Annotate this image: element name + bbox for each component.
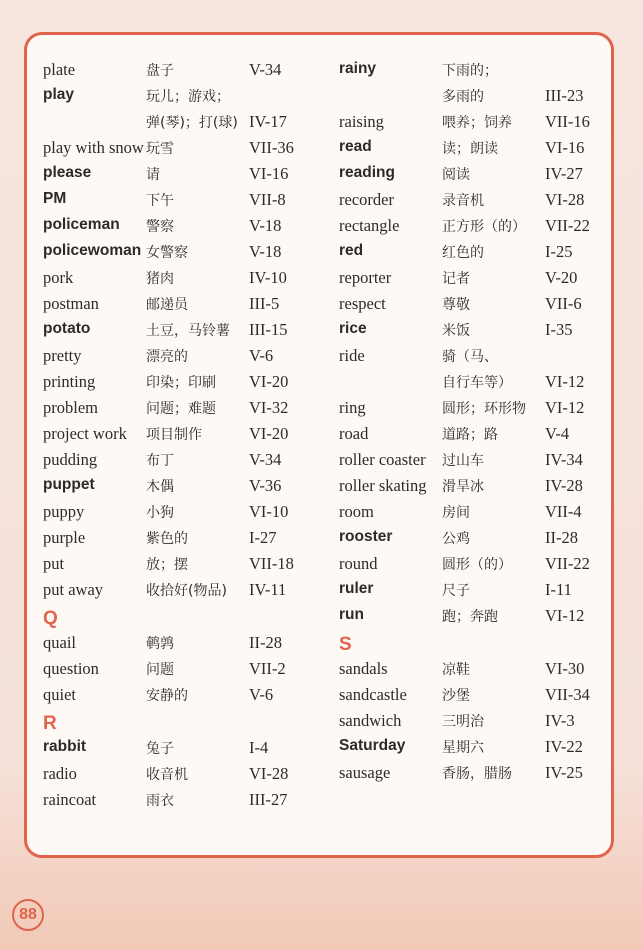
entry-word: please bbox=[43, 164, 92, 181]
entry-reference: V-18 bbox=[249, 216, 282, 235]
glossary-entry bbox=[339, 528, 629, 554]
glossary-entry bbox=[339, 659, 629, 685]
entry-meaning: 警察 bbox=[146, 219, 174, 235]
entry-reference: VII-18 bbox=[249, 554, 294, 573]
glossary-entry bbox=[43, 528, 333, 554]
entry-meaning: 米饭 bbox=[442, 323, 470, 339]
entry-word: read bbox=[339, 138, 372, 155]
entry-reference: VII-4 bbox=[545, 502, 582, 521]
entry-word: reading bbox=[339, 164, 395, 181]
entry-meaning: 滑旱冰 bbox=[442, 479, 484, 495]
entry-reference: I-27 bbox=[249, 528, 277, 547]
entry-word: recorder bbox=[339, 190, 394, 209]
entry-word: project work bbox=[43, 424, 127, 443]
glossary-entry bbox=[339, 554, 629, 580]
entry-word: problem bbox=[43, 398, 98, 417]
entry-meaning: 木偶 bbox=[146, 479, 174, 495]
glossary-entry bbox=[43, 60, 333, 86]
entry-meaning: 香肠，腊肠 bbox=[442, 766, 512, 782]
entry-meaning: 收拾好(物品) bbox=[146, 583, 227, 599]
entry-reference: VI-12 bbox=[545, 398, 585, 417]
entry-reference: II-28 bbox=[249, 633, 282, 652]
entry-meaning: 记者 bbox=[442, 271, 470, 287]
entry-reference: IV-3 bbox=[545, 711, 575, 730]
glossary-entry bbox=[43, 268, 333, 294]
section-letter: Q bbox=[43, 608, 58, 629]
entry-meaning: 公鸡 bbox=[442, 531, 470, 547]
entry-reference: V-36 bbox=[249, 476, 282, 495]
entry-word: postman bbox=[43, 294, 99, 313]
entry-reference: V-18 bbox=[249, 242, 282, 261]
entry-reference: IV-28 bbox=[545, 476, 583, 495]
glossary-entry bbox=[339, 424, 629, 450]
entry-word: ruler bbox=[339, 580, 374, 597]
entry-word: puppet bbox=[43, 476, 95, 493]
entry-reference: VI-32 bbox=[249, 398, 289, 417]
entry-meaning: 玩雪 bbox=[146, 141, 174, 157]
entry-reference: VII-16 bbox=[545, 112, 590, 131]
entry-word: plate bbox=[43, 60, 76, 79]
entry-word: quail bbox=[43, 633, 76, 652]
entry-meaning: 圆形（的） bbox=[442, 557, 512, 573]
entry-reference: I-4 bbox=[249, 738, 269, 757]
entry-meaning: 过山车 bbox=[442, 453, 484, 469]
entry-reference: V-34 bbox=[249, 450, 282, 469]
entry-word: roller skating bbox=[339, 476, 427, 495]
section-letter: S bbox=[339, 634, 352, 655]
page-number: 88 bbox=[12, 899, 44, 931]
glossary-entry bbox=[339, 138, 629, 164]
entry-meaning: 放；摆 bbox=[146, 557, 188, 573]
glossary-entry bbox=[339, 737, 629, 763]
glossary-entry bbox=[43, 138, 333, 164]
glossary-entry bbox=[339, 502, 629, 528]
entry-reference: IV-34 bbox=[545, 450, 583, 469]
entry-meaning: 雨衣 bbox=[146, 793, 174, 809]
section-letter: R bbox=[43, 713, 57, 734]
glossary-entry bbox=[339, 763, 629, 789]
entry-reference: VII-22 bbox=[545, 216, 590, 235]
entry-word: sandals bbox=[339, 659, 388, 678]
glossary-entry bbox=[43, 476, 333, 502]
glossary-entry bbox=[43, 738, 333, 764]
entry-reference: VII-6 bbox=[545, 294, 582, 313]
entry-reference: VI-16 bbox=[249, 164, 289, 183]
entry-meaning: 跑；奔跑 bbox=[442, 609, 498, 625]
entry-word: PM bbox=[43, 190, 67, 207]
entry-meaning: 问题；难题 bbox=[146, 401, 216, 417]
entry-word: rectangle bbox=[339, 216, 400, 235]
glossary-entry bbox=[339, 450, 629, 476]
entry-word: rooster bbox=[339, 528, 393, 545]
entry-meaning: 紫色的 bbox=[146, 531, 188, 547]
entry-reference: V-4 bbox=[545, 424, 570, 443]
entry-meaning: 猪肉 bbox=[146, 271, 174, 287]
entry-word: run bbox=[339, 606, 364, 623]
entry-meaning: 圆形；环形物 bbox=[442, 401, 526, 417]
entry-reference: IV-11 bbox=[249, 580, 287, 599]
entry-meaning: 星期六 bbox=[442, 740, 484, 756]
entry-word: Saturday bbox=[339, 737, 406, 754]
entry-word: potato bbox=[43, 320, 91, 337]
entry-word: purple bbox=[43, 528, 86, 547]
glossary-entry bbox=[43, 580, 333, 606]
entry-meaning: 玩儿；游戏； bbox=[146, 89, 230, 105]
entry-word: printing bbox=[43, 372, 96, 391]
entry-reference: III-15 bbox=[249, 320, 288, 339]
glossary-entry bbox=[339, 398, 629, 424]
glossary-entry bbox=[43, 450, 333, 476]
entry-meaning: 漂亮的 bbox=[146, 349, 188, 365]
entry-reference: VI-28 bbox=[249, 764, 289, 783]
entry-reference: VI-30 bbox=[545, 659, 585, 678]
glossary-entry bbox=[43, 554, 333, 580]
entry-meaning: 沙堡 bbox=[442, 688, 470, 704]
glossary-entry bbox=[339, 346, 629, 391]
entry-meaning: 请 bbox=[146, 167, 160, 183]
entry-word: radio bbox=[43, 764, 77, 783]
entry-reference: V-20 bbox=[545, 268, 578, 287]
entry-word: quiet bbox=[43, 685, 76, 704]
entry-reference: V-34 bbox=[249, 60, 282, 79]
entry-word: rainy bbox=[339, 60, 377, 77]
entry-meaning: 问题 bbox=[146, 662, 174, 678]
entry-word: roller coaster bbox=[339, 450, 426, 469]
entry-meaning: 道路；路 bbox=[442, 427, 498, 443]
entry-reference: II-28 bbox=[545, 528, 578, 547]
glossary-entry bbox=[43, 685, 333, 711]
entry-meaning: 鹌鹑 bbox=[146, 636, 174, 652]
entry-reference: IV-22 bbox=[545, 737, 583, 756]
entry-word: question bbox=[43, 659, 99, 678]
entry-word: red bbox=[339, 242, 364, 259]
entry-word: pretty bbox=[43, 346, 82, 365]
glossary-entry bbox=[339, 242, 629, 268]
glossary-entry bbox=[43, 764, 333, 790]
entry-word: put away bbox=[43, 580, 104, 599]
glossary-frame bbox=[24, 32, 614, 858]
entry-reference: III-23 bbox=[545, 86, 584, 105]
entry-meaning: 录音机 bbox=[442, 193, 484, 209]
entry-meaning-cont: 自行车等） bbox=[442, 375, 512, 391]
entry-meaning: 项目制作 bbox=[146, 427, 202, 443]
entry-reference: I-35 bbox=[545, 320, 573, 339]
entry-meaning: 土豆，马铃薯 bbox=[146, 323, 230, 339]
glossary-entry bbox=[339, 685, 629, 711]
entry-reference: VI-16 bbox=[545, 138, 585, 157]
glossary-entry bbox=[43, 242, 333, 268]
entry-reference: III-27 bbox=[249, 790, 288, 809]
entry-word: pudding bbox=[43, 450, 98, 469]
entry-meaning: 喂养；饲养 bbox=[442, 115, 512, 131]
glossary-entry bbox=[339, 112, 629, 138]
glossary-entry bbox=[43, 424, 333, 450]
entry-reference: VI-12 bbox=[545, 372, 585, 391]
entry-reference: IV-25 bbox=[545, 763, 583, 782]
entry-reference: VI-20 bbox=[249, 372, 289, 391]
entry-word: pork bbox=[43, 268, 74, 287]
entry-word: sandwich bbox=[339, 711, 402, 730]
glossary-entry bbox=[339, 580, 629, 606]
entry-word: play bbox=[43, 86, 75, 103]
glossary-entry bbox=[43, 190, 333, 216]
glossary-entry bbox=[339, 294, 629, 320]
entry-word: round bbox=[339, 554, 378, 573]
glossary-entry bbox=[339, 190, 629, 216]
entry-meaning: 凉鞋 bbox=[442, 662, 470, 678]
entry-word: ring bbox=[339, 398, 366, 417]
entry-reference: VII-8 bbox=[249, 190, 286, 209]
entry-reference: III-5 bbox=[249, 294, 280, 313]
entry-word: puppy bbox=[43, 502, 85, 521]
entry-meaning: 兔子 bbox=[146, 741, 174, 757]
glossary-entry bbox=[43, 346, 333, 372]
entry-meaning: 阅读 bbox=[442, 167, 470, 183]
entry-meaning: 读；朗读 bbox=[442, 141, 498, 157]
glossary-entry bbox=[43, 86, 333, 131]
glossary-entry bbox=[43, 502, 333, 528]
entry-meaning: 布丁 bbox=[146, 453, 174, 469]
entry-reference: VII-36 bbox=[249, 138, 294, 157]
glossary-entry bbox=[339, 606, 629, 632]
glossary-entry bbox=[339, 268, 629, 294]
entry-word: room bbox=[339, 502, 374, 521]
entry-word: play with snow bbox=[43, 138, 144, 157]
entry-meaning: 盘子 bbox=[146, 63, 174, 79]
entry-word: policewoman bbox=[43, 242, 142, 259]
entry-meaning-cont: 多雨的 bbox=[442, 89, 484, 105]
entry-meaning-cont: 弹(琴)；打(球) bbox=[146, 115, 238, 131]
entry-word: ride bbox=[339, 346, 365, 365]
entry-word: raincoat bbox=[43, 790, 97, 809]
entry-reference: IV-17 bbox=[249, 112, 287, 131]
entry-reference: VII-2 bbox=[249, 659, 286, 678]
entry-reference: I-25 bbox=[545, 242, 573, 261]
glossary-entry bbox=[43, 294, 333, 320]
entry-meaning: 尊敬 bbox=[442, 297, 470, 313]
entry-meaning: 女警察 bbox=[146, 245, 188, 261]
glossary-entry bbox=[43, 372, 333, 398]
entry-reference: V-6 bbox=[249, 685, 274, 704]
entry-word: rabbit bbox=[43, 738, 87, 755]
entry-meaning: 正方形（的） bbox=[442, 219, 526, 235]
glossary-entry bbox=[339, 476, 629, 502]
entry-word: sandcastle bbox=[339, 685, 407, 704]
entry-meaning: 三明治 bbox=[442, 714, 484, 730]
entry-reference: VII-22 bbox=[545, 554, 590, 573]
glossary-entry bbox=[43, 216, 333, 242]
glossary-entry bbox=[43, 790, 333, 816]
glossary-entry bbox=[43, 164, 333, 190]
glossary-entry bbox=[43, 633, 333, 659]
entry-word: road bbox=[339, 424, 369, 443]
entry-meaning: 下雨的； bbox=[442, 63, 498, 79]
entry-meaning: 收音机 bbox=[146, 767, 188, 783]
entry-reference: VII-34 bbox=[545, 685, 590, 704]
entry-word: policeman bbox=[43, 216, 120, 233]
glossary-entry bbox=[339, 164, 629, 190]
glossary-entry bbox=[43, 398, 333, 424]
entry-word: reporter bbox=[339, 268, 392, 287]
entry-reference: IV-27 bbox=[545, 164, 583, 183]
entry-word: respect bbox=[339, 294, 386, 313]
glossary-entry bbox=[339, 320, 629, 346]
entry-meaning: 安静的 bbox=[146, 688, 188, 704]
entry-reference: I-11 bbox=[545, 580, 572, 599]
entry-meaning: 房间 bbox=[442, 505, 470, 521]
entry-meaning: 骑（马、 bbox=[442, 349, 498, 365]
entry-word: rice bbox=[339, 320, 367, 337]
entry-meaning: 小狗 bbox=[146, 505, 174, 521]
entry-meaning: 邮递员 bbox=[146, 297, 188, 313]
entry-meaning: 红色的 bbox=[442, 245, 484, 261]
glossary-entry bbox=[339, 216, 629, 242]
glossary-entry bbox=[339, 60, 629, 105]
entry-word: put bbox=[43, 554, 65, 573]
entry-reference: VI-20 bbox=[249, 424, 289, 443]
entry-meaning: 下午 bbox=[146, 193, 174, 209]
entry-reference: VI-12 bbox=[545, 606, 585, 625]
entry-reference: V-6 bbox=[249, 346, 274, 365]
glossary-entry bbox=[339, 711, 629, 737]
glossary-entry bbox=[43, 320, 333, 346]
entry-meaning: 尺子 bbox=[442, 583, 470, 599]
entry-reference: IV-10 bbox=[249, 268, 287, 287]
entry-meaning: 印染；印刷 bbox=[146, 375, 216, 391]
entry-word: raising bbox=[339, 112, 384, 131]
entry-reference: VI-10 bbox=[249, 502, 289, 521]
entry-word: sausage bbox=[339, 763, 391, 782]
glossary-entry bbox=[43, 659, 333, 685]
entry-reference: VI-28 bbox=[545, 190, 585, 209]
